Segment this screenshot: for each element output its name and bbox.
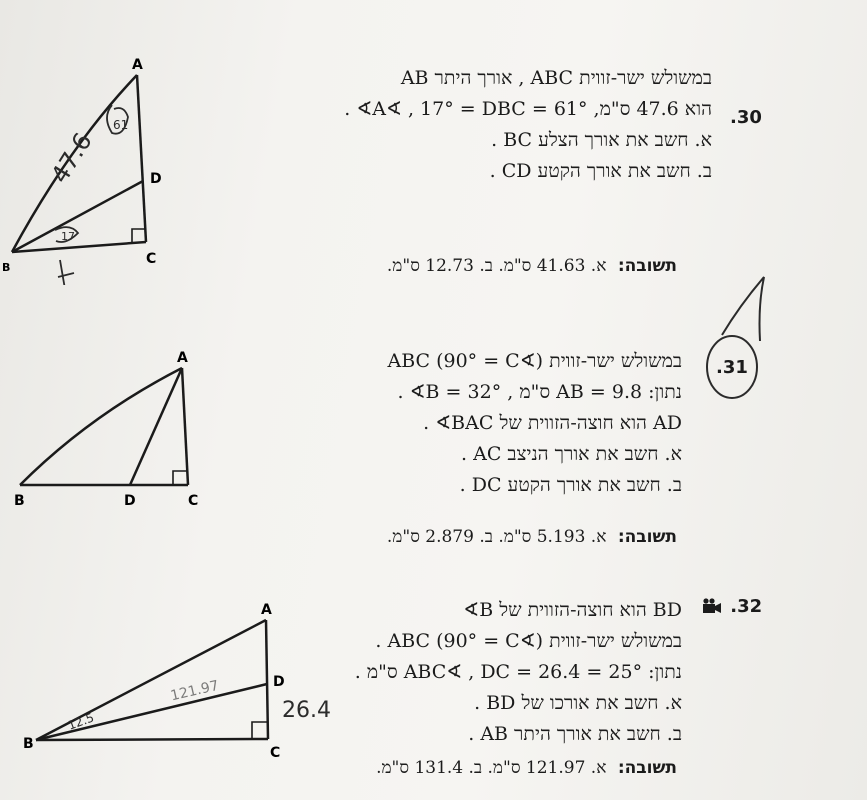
problem-30-number: .30 (730, 107, 762, 128)
problem-32-line-3: נתון: 25° = ABC∢ , DC = 26.4 ס"מ . (354, 661, 682, 683)
problem-30-line-1: במשולש ישר-זווית ABC , אורך היתר AB (400, 67, 712, 89)
answer-text: א. 5.193 ס"מ. ב. 2.879 ס"מ. (386, 527, 607, 547)
figure-32 (20, 595, 360, 765)
vertex-c-label: C (188, 493, 199, 509)
answer-text: א. 121.97 ס"מ. ב. 131.4 ס"מ. (376, 758, 607, 778)
problem-32-number (702, 596, 762, 617)
problem-32-line-2: במשולש ישר-זווית ABC (90° = C∢) . (375, 630, 682, 652)
problem-31-number: .31 (716, 357, 748, 378)
vertex-a-label: A (132, 57, 143, 73)
figure-30 (0, 45, 190, 285)
hand-note-bd: 121.97 (169, 677, 221, 705)
answer-label: תשובה: (617, 256, 677, 276)
problem-30-line-4: ב. חשב את אורך הקטע CD . (489, 160, 712, 182)
problem-31-answer (387, 527, 677, 547)
vertex-d-label: D (273, 674, 285, 690)
vertex-c-label: C (146, 251, 157, 267)
vertex-c-label: C (270, 745, 281, 761)
video-icon[interactable] (702, 598, 722, 614)
vertex-a-label: A (261, 602, 272, 618)
problem-31-line-3: AD הוא חוצה-הזווית של BAC∢ . (423, 412, 682, 434)
vertex-d-label: D (150, 171, 162, 187)
hand-note-dc: 26.4 (282, 698, 331, 723)
problem-31-line-5: ב. חשב את אורך הקטע DC . (459, 474, 682, 496)
vertex-b-label: B (23, 736, 34, 752)
vertex-a-label: A (177, 350, 188, 366)
hand-note-angle-b: 17 (61, 230, 75, 243)
vertex-b-label: B (14, 493, 25, 509)
problem-32-line-1: BD הוא חוצה-הזווית של B∢ (463, 599, 682, 621)
hand-note-angle-a: 61 (113, 118, 129, 132)
circle-mark-31 (700, 275, 780, 405)
problem-30-line-3: א. חשב את אורך הצלע BC . (491, 129, 712, 151)
answer-label: תשובה: (617, 758, 677, 778)
hand-note-angle: 12.5 (65, 710, 96, 733)
vertex-b-label: B (2, 261, 11, 274)
problem-30-text (344, 63, 712, 187)
problem-32-answer (376, 758, 677, 778)
problem-31-line-1: במשולש ישר-זווית ABC (90° = C∢) (387, 350, 682, 372)
problem-31-line-2: נתון: AB = 9.8 ס"מ , 32° = B∢ . (397, 381, 682, 403)
problem-31-line-4: א. חשב את אורך הניצב AC . (461, 443, 682, 465)
problem-31-text (387, 346, 682, 501)
figure-31 (10, 345, 210, 515)
problem-30-line-2: הוא 47.6 ס"מ, 61° = A∢ , 17° = DBC∢ . (344, 98, 712, 120)
problem-32-text (355, 595, 682, 750)
answer-label: תשובה: (617, 527, 677, 547)
hand-note-side: 47.6 (45, 127, 98, 188)
problem-32-line-4: א. חשב את אורכו של BD . (474, 692, 682, 714)
problem-32-line-5: ב. חשב את אורך היתר AB . (468, 723, 682, 745)
problem-30-answer (387, 256, 677, 276)
problem-32-number-text: .32 (730, 596, 763, 617)
answer-text: א. 41.63 ס"מ. ב. 12.73 ס"מ. (386, 256, 607, 276)
vertex-d-label: D (124, 493, 136, 509)
